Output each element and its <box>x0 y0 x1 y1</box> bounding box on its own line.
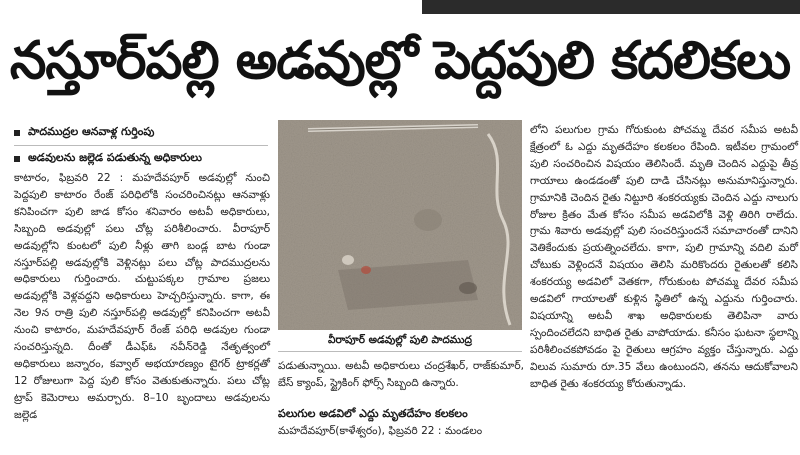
article-column-3 <box>530 122 798 393</box>
bullet-square-icon <box>14 156 20 162</box>
bullet-text: పాదముద్రల ఆనవాళ్ల గుర్తింపు <box>28 124 155 138</box>
tiger-pugmark-photo <box>278 120 522 330</box>
bullet-text: అడవులను జల్లెడ పడుతున్న అధికారులు <box>28 150 202 164</box>
bullet-item <box>14 148 268 169</box>
divider <box>14 145 268 146</box>
paragraph: పడుతున్నాయి. అటవీ అధికారులు చంద్రశేఖర్, రాజ్‌కుమార్, బేస్ క్యాంప్, స్ట్రైకింగ్ ఫోర్స్ సిబ్బంది ఉన్నారు. <box>278 360 524 389</box>
pugmark-photo-image <box>278 120 522 330</box>
bullet-square-icon <box>14 130 20 136</box>
subheading: పలుగుల అడవిలో ఎద్దు మృతదేహం కలకలం <box>278 407 468 420</box>
article-column-2-continued <box>278 423 524 440</box>
bullet-list <box>14 122 268 169</box>
article-column-1 <box>14 170 270 424</box>
paragraph: కాటారం, ఫిబ్రవరి 22 : మహదేవపూర్ అడవుల్లో నుంచి పెద్దపులి కాటారం రేంజ్ పరిధిలోకి సంచరించినట్లు ఆనవాళ్లు కనిపించగా పులి జాడ కోసం శనివారం అటవీ అధికారులు, సిబ్బంది అడవుల్లో పలు చోట్ల పరిశీలించారు. వీరాపూర్ అడవుల్లోని కుంటలో పులి నీళ్లు తాగి బండ్ల బాట గుండా నస్తూర్‌పల్లి అడవుల్లోకి వెళ్లినట్లు పలు చోట్ల పాదముద్రలను అధికారులు గుర్తించారు. చుట్టుపక్కల గ్రామాల ప్రజలు అడవుల్లోకి వెళ్లవద్దని అధికారులు హెచ్చరిస్తున్నారు. కాగా, ఈ నెల 9న రాత్రి పులి నస్తూర్‌పల్లి అడవుల్లో కనిపించగా అటవీ నుంచి కాటారం, మహదేవపూర్ రేంజ్ పరిధి అడవుల గుండా సంచరిస్తున్నది. దీంతో డీఎఫ్‌ఓ నవీన్‌రెడ్డి నేతృత్వంలో అధికారులు జన్నారం, కవ్వాల్ అభయారణ్యం టైగర్ ట్రాకర్లతో 12 రోజులుగా పెద్ద పులి కోసం వెతుకుతున్నారు. పలు చోట్ల ట్రాప్ కెమెరాలు అమర్చారు. 8–10 బృందాలు అడవులను జల్లెడ <box>14 172 270 421</box>
top-bar-dark-strip <box>422 0 800 14</box>
article-column-2 <box>278 358 524 392</box>
bullet-item <box>14 122 268 143</box>
top-bar <box>0 0 800 14</box>
paragraph: మహదేవపూర్(కాళేశ్వరం), ఫిబ్రవరి 22 : మండలం <box>278 425 483 437</box>
headline: నస్తూర్‌పల్లి అడవుల్లో పెద్దపులి కదలికలు <box>9 30 791 91</box>
photo-caption: వీరాపూర్ అడవుల్లో పులి పాదముద్ర <box>278 332 522 352</box>
paragraph: లోని పలుగుల గ్రామ గోరుకుంట పోచమ్మ దేవర సమీప అటవీ క్షేత్రంలో ఓ ఎద్దు మృతదేహం కలకలం రేపింది. ఇటీవల గ్రామంలో పులి సంచరించిన విషయం తెలిసిందే. మృతి చెందిన ఎద్దుపై తీవ్ర గాయాలు ఉండడంతో పులి దాడి చేసినట్లు అనుమానిస్తున్నారు. గ్రామానికి చెందిన రైతు నిట్టూరి శంకరయ్యకు చెందిన ఎద్దు నాలుగు రోజుల క్రితం మేత కోసం సమీప అడవిలోకి వెళ్లి తిరిగి రాలేదు. గ్రామ శివారు అడవుల్లో పులి సంచరిస్తుందనే సమాచారంతో దానిని వెతికేందుకు ప్రయత్నించలేదు. కాగా, పులి గ్రామాన్ని వదిలి మరో చోటుకు వెళ్లిందనే విషయం తెలిసి మరికొందరు రైతులతో కలిసి శంకరయ్య అడవిలో వెతకగా, గోరుకుంట పోచమ్మ దేవర సమీప అడవిలో గాయాలతో కుళ్లిన స్థితిలో ఉన్న ఎద్దును గుర్తించారు. విషయాన్ని అటవీ శాఖ అధికారులకు తెలిపినా వారు స్పందించలేదని బాధిత రైతు వాపోయాడు. కనీసం ఘటనా స్థలాన్ని పరిశీలించకపోవడం పై రైతులు ఆగ్రహం వ్యక్తం చేస్తున్నారు. ఎద్దు విలువ సుమారు రూ.35 వేలు ఉంటుందని, తనను ఆదుకోవాలని బాధిత రైతు శంకరయ్య కోరుతున్నాడు. <box>530 124 798 390</box>
